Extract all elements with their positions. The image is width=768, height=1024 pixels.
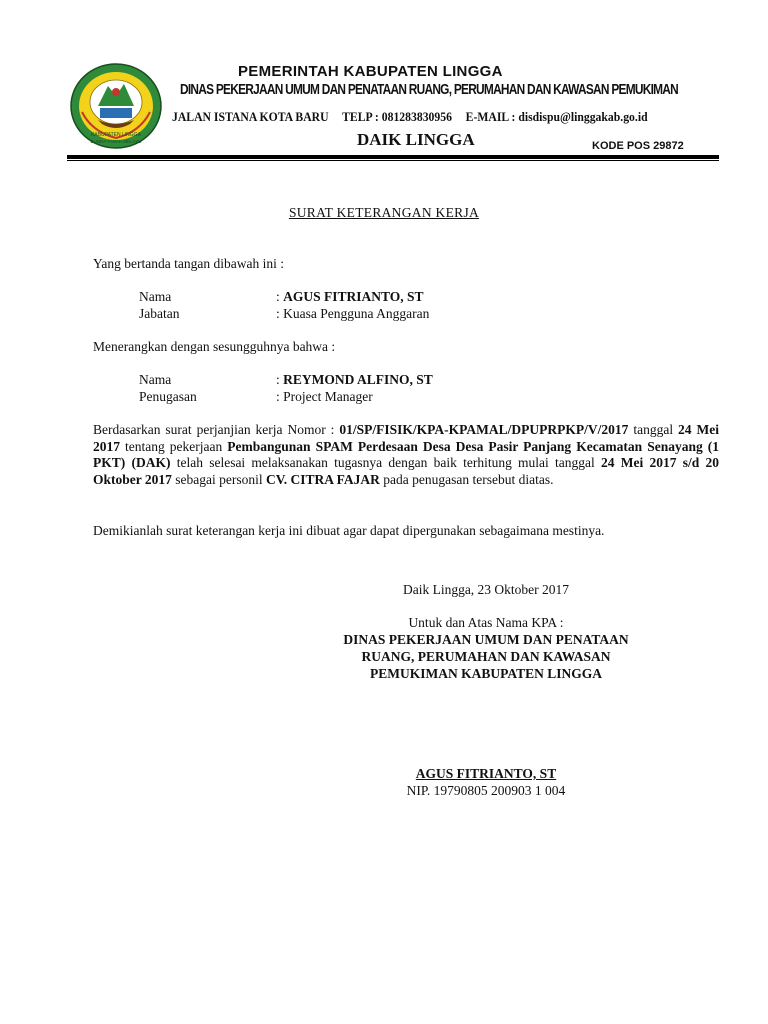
contract-date: 24 Mei 2017 <box>93 422 719 454</box>
logo-text: KABUPATEN LINGGA <box>91 132 141 138</box>
separator: : <box>276 289 284 304</box>
separator: : <box>276 306 284 321</box>
intro-text: Yang bertanda tangan dibawah ini : <box>93 256 284 271</box>
subject-assignment-label: Penugasan <box>139 389 197 404</box>
signer-name-row <box>276 289 424 306</box>
kabupaten-lingga-emblem <box>68 62 164 150</box>
office-line-2: RUANG, PERUMAHAN DAN KAWASAN <box>361 649 611 664</box>
letterhead-divider-thick <box>67 155 719 159</box>
body-paragraph <box>93 422 719 488</box>
signatory-name-wrap <box>300 765 672 783</box>
body-text: tanggal <box>628 422 679 437</box>
letterhead-department: DINAS PEKERJAAN UMUM DAN PENATAAN RUANG, PERUMAHAN DAN KAWASAN PEMUKIMAN <box>180 82 678 98</box>
letterhead-address: JALAN ISTANA KOTA BARU <box>172 109 329 124</box>
project-name: Pembangunan SPAM Perdesaan Desa Desa Pasir Panjang Kecamatan Senayang (1 PKT) (DAK) <box>93 438 719 470</box>
letterhead-postal-code: KODE POS 29872 <box>592 140 684 152</box>
subject-name-value: REYMOND ALFINO, ST <box>283 372 433 387</box>
company-name: CV. CITRA FAJAR <box>266 471 380 487</box>
signer-position-label: Jabatan <box>139 306 180 321</box>
subject-assignment-value: Project Manager <box>283 389 373 404</box>
logo-motto: BUNDA TANAH MELAYU <box>90 139 142 144</box>
letterhead-email: E-MAIL : disdispu@linggakab.go.id <box>465 109 648 124</box>
signer-position-row <box>276 306 429 323</box>
subject-name-label: Nama <box>139 372 172 387</box>
office-line-3: PEMUKIMAN KABUPATEN LINGGA <box>370 666 602 681</box>
body-text: telah selesai melaksanakan tugasnya dengan baik terhitung mulai tanggal <box>170 455 602 470</box>
subject-name-row <box>276 372 433 389</box>
signer-name-value: AGUS FITRIANTO, ST <box>283 289 424 304</box>
letterhead-phone: TELP : 081283830956 <box>342 109 452 124</box>
letterhead-divider-thin <box>67 160 719 161</box>
letterhead-contact <box>172 109 658 125</box>
body-text: sebagai personil <box>171 471 266 487</box>
office-line-1: DINAS PEKERJAAN UMUM DAN PENATAAN <box>343 632 629 647</box>
statement-text: Menerangkan dengan sesungguhnya bahwa : <box>93 339 336 354</box>
signer-name-label: Nama <box>139 289 172 304</box>
body-text: tentang pekerjaan <box>120 438 228 454</box>
body-text: pada penugasan tersebut diatas. <box>379 471 554 487</box>
place-date: Daik Lingga, 23 Oktober 2017 <box>402 582 570 597</box>
subject-assignment-row <box>276 389 373 406</box>
closing-text: Demikianlah surat keterangan kerja ini dibuat agar dapat dipergunakan sebagaimana mestinya. <box>93 523 605 538</box>
on-behalf-text: Untuk dan Atas Nama KPA : <box>408 615 564 630</box>
document-title: SURAT KETERANGAN KERJA <box>288 205 480 220</box>
contract-number: 01/SP/FISIK/KPA-KPAMAL/DPUPRPKP/V/2017 <box>339 422 629 437</box>
separator: : <box>276 389 284 404</box>
work-period: 24 Mei 2017 s/d 20 Oktober 2017 <box>93 455 719 487</box>
letterhead-city: DAIK LINGGA <box>357 130 475 149</box>
separator: : <box>276 372 284 387</box>
body-text: Berdasarkan surat perjanjian kerja Nomor : <box>93 422 340 437</box>
signatory-name: AGUS FITRIANTO, ST <box>415 766 557 781</box>
letterhead-government: PEMERINTAH KABUPATEN LINGGA <box>238 63 503 80</box>
signatory-nip: NIP. 19790805 200903 1 004 <box>406 783 566 798</box>
signer-position-value: Kuasa Pengguna Anggaran <box>283 306 430 321</box>
